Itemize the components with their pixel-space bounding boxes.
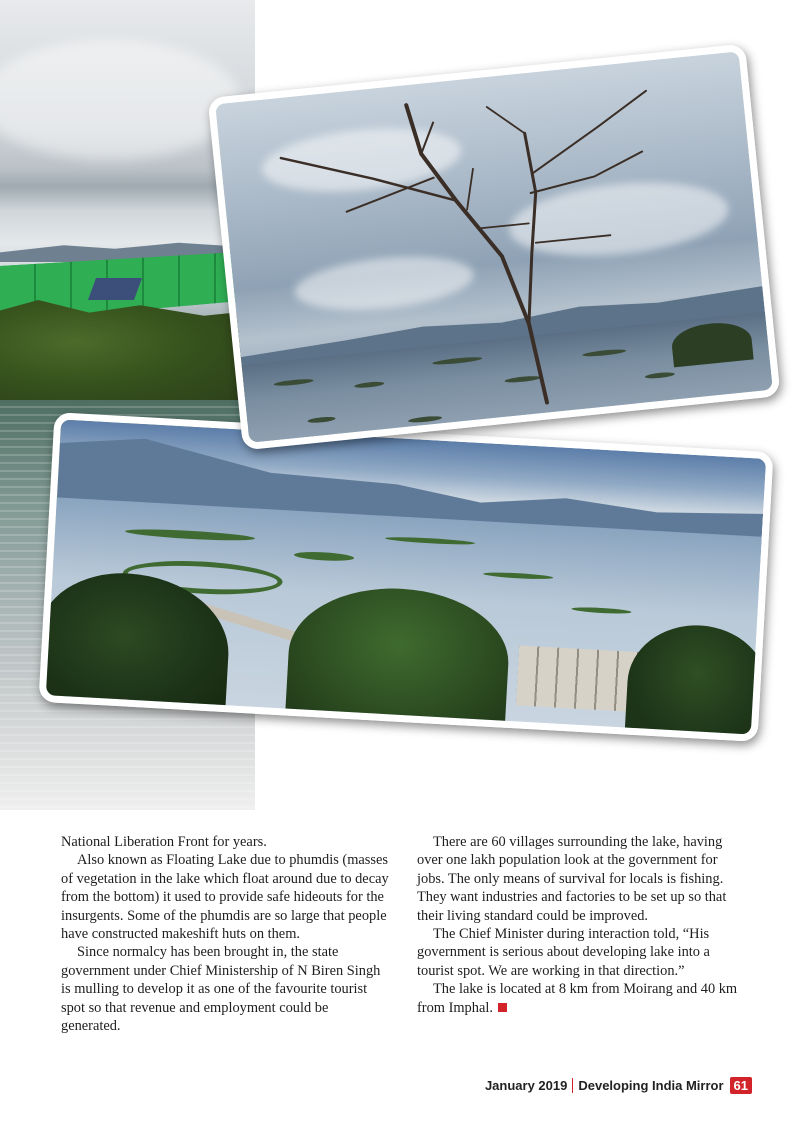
phumdi xyxy=(385,536,475,546)
shore-bushes xyxy=(0,300,255,405)
paragraph: The Chief Minister during interaction told, “His government is serious about developing lake into a tourist spot. We are working in that direction.” xyxy=(417,926,710,979)
paragraph: Since normalcy has been brought in, the state government under Chief Ministership of N Biren Singh is mulling to develop it as one of the favourite tourist spot so that revenue and employment could be generated. xyxy=(61,944,381,1035)
issue-date: January 2019 xyxy=(484,1078,568,1093)
lake-with-bare-tree-photo xyxy=(207,44,780,451)
cloud xyxy=(0,40,240,160)
publication-name: Developing India Mirror xyxy=(578,1078,724,1093)
article-left-column xyxy=(61,833,391,1035)
solar-panel-blue xyxy=(88,278,142,300)
page-number: 61 xyxy=(730,1077,752,1094)
paragraph-last xyxy=(417,980,747,1017)
lake-with-phumdis-aerial-photo xyxy=(38,412,773,742)
footer-divider xyxy=(572,1078,573,1093)
paragraph: Also known as Floating Lake due to phumdis (masses of vegetation in the lake which float around due to decay from the bottom) it used to provide safe hideouts for the insurgents. Some of the phumdis are so large that people have constructed makeshift huts on them. xyxy=(61,852,389,943)
buildings xyxy=(516,645,639,712)
paragraph: There are 60 villages surrounding the lake, having over one lakh population look at the government for jobs. The only means of survival for locals is fishing. They want industries and factories to be set up so that their living standard could be improved. xyxy=(417,834,727,924)
article-right-column xyxy=(417,833,747,1017)
paragraph-text: The lake is located at 8 km from Moirang and 40 km from Imphal. xyxy=(417,981,738,1016)
phumdi xyxy=(571,606,631,614)
phumdi xyxy=(125,527,255,542)
page-footer xyxy=(485,1077,752,1094)
end-of-article-marker-icon xyxy=(498,1003,507,1012)
paragraph: National Liberation Front for years. xyxy=(61,834,267,850)
phumdi xyxy=(294,551,354,562)
bare-tree xyxy=(215,51,773,442)
phumdi xyxy=(483,571,553,580)
